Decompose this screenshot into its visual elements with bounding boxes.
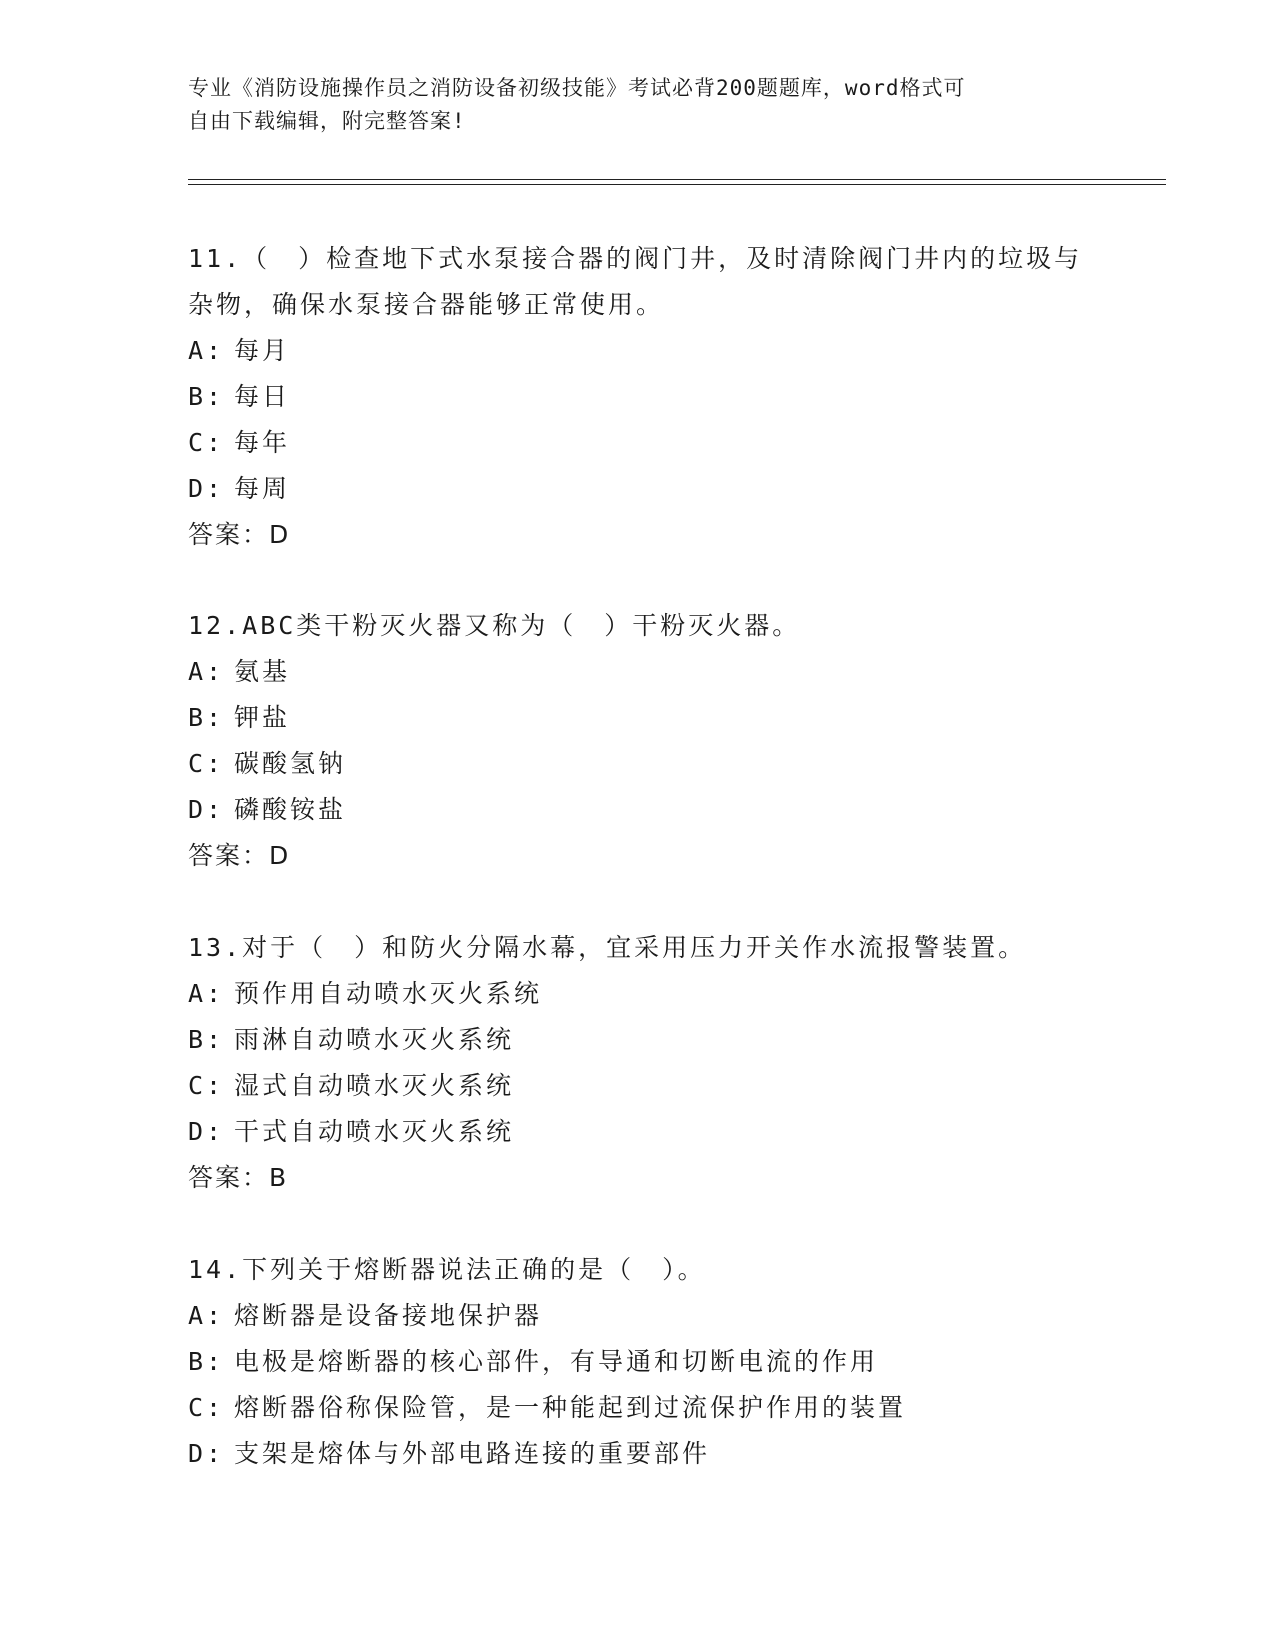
option-text: 磷酸铵盐 [234,795,347,824]
option-c [188,741,1088,787]
header-divider-bottom [188,184,1166,185]
header-divider-top [188,179,1166,180]
option-d [188,1109,1088,1155]
option-text: 每周 [234,474,291,503]
option-letter: B: [188,382,225,411]
option-letter: A: [188,657,225,686]
answer-line: 答案：D [188,841,291,870]
option-letter: B: [188,703,225,732]
answer-line: 答案：D [188,520,291,549]
option-d [188,466,1088,512]
option-a [188,1293,1088,1339]
option-text: 每月 [234,336,291,365]
question-text: 14.下列关于熔断器说法正确的是（ ）。 [188,1255,706,1284]
option-text: 预作用自动喷水灭火系统 [234,979,543,1008]
option-text: 熔断器俗称保险管，是一种能起到过流保护作用的装置 [234,1393,907,1422]
option-letter: B: [188,1025,225,1054]
option-a [188,649,1088,695]
option-letter: A: [188,336,225,365]
question-11 [188,236,1088,558]
option-letter: A: [188,1301,225,1330]
option-b [188,374,1088,420]
option-text: 支架是熔体与外部电路连接的重要部件 [234,1439,711,1468]
option-text: 湿式自动喷水灭火系统 [234,1071,515,1100]
option-letter: B: [188,1347,225,1376]
header-intro-line-1: 专业《消防设施操作员之消防设备初级技能》考试必背200题题库，word格式可 [188,76,966,100]
option-letter: C: [188,1071,225,1100]
option-letter: C: [188,1393,225,1422]
option-letter: D: [188,1439,225,1468]
option-letter: C: [188,749,225,778]
answer-line: 答案：B [188,1163,289,1192]
option-letter: A: [188,979,225,1008]
option-text: 电极是熔断器的核心部件，有导通和切断电流的作用 [234,1347,879,1376]
document-header [188,72,1088,138]
option-c [188,1385,1088,1431]
option-text: 每日 [234,382,291,411]
option-b [188,1339,1088,1385]
option-letter: D: [188,795,225,824]
question-14 [188,1247,1088,1477]
question-text: 11.（ ）检查地下式水泵接合器的阀门井，及时清除阀门井内的垃圾与杂物，确保水泵接合器能够正常使用。 [188,244,1083,319]
option-a [188,328,1088,374]
option-text: 氨基 [234,657,291,686]
option-letter: D: [188,474,225,503]
option-letter: C: [188,428,225,457]
option-c [188,1063,1088,1109]
option-b [188,695,1088,741]
option-d [188,787,1088,833]
question-13 [188,925,1088,1201]
option-text: 碳酸氢钠 [234,749,347,778]
option-text: 雨淋自动喷水灭火系统 [234,1025,515,1054]
question-12 [188,603,1088,879]
option-letter: D: [188,1117,225,1146]
option-d [188,1431,1088,1477]
question-text: 13.对于（ ）和防火分隔水幕，宜采用压力开关作水流报警装置。 [188,933,1027,962]
question-text: 12.ABC类干粉灭火器又称为（ ）干粉灭火器。 [188,611,801,640]
option-c [188,420,1088,466]
option-a [188,971,1088,1017]
option-text: 每年 [234,428,291,457]
option-text: 熔断器是设备接地保护器 [234,1301,543,1330]
header-intro-line-2: 自由下载编辑，附完整答案! [188,109,466,133]
option-b [188,1017,1088,1063]
option-text: 钾盐 [234,703,291,732]
option-text: 干式自动喷水灭火系统 [234,1117,515,1146]
